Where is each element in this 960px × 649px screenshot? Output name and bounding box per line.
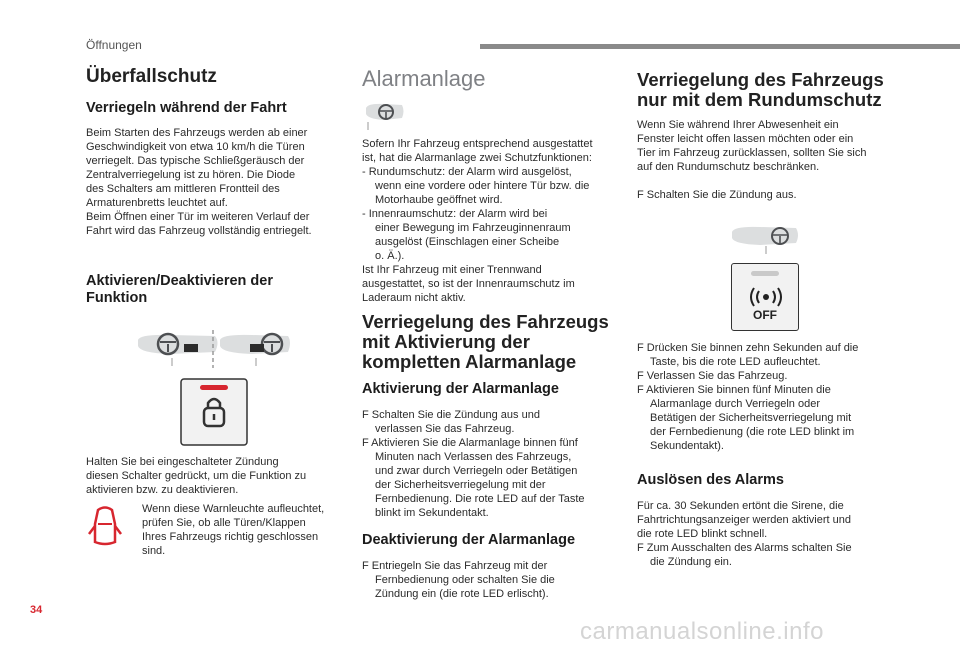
paragraph-warnleuchte: Wenn diese Warnleuchte aufleuchtet, prüfen Sie, ob alle Türen/Klappen Ihres Fahrzeugs richtig geschlossen sind.: [142, 503, 325, 557]
section-header: Öffnungen: [86, 38, 142, 52]
step-zuendung-aus: F Schalten Sie die Zündung aus.: [637, 189, 797, 201]
steps-deaktivierung: F Entriegeln Sie das Fahrzeug mit der Fernbedienung oder schalten Sie die Zündung ein (die rote LED erlischt).: [362, 560, 555, 600]
dashboard-small-icon: [362, 100, 406, 134]
title-komplette-alarmanlage: Verriegelung des Fahrzeugs mit Aktivierung der kompletten Alarmanlage: [362, 311, 609, 372]
paragraph-halten: Halten Sie bei eingeschalteter Zündung diesen Schalter gedrückt, um die Funktion zu aktivieren bzw. zu deaktivieren.: [86, 456, 307, 496]
paragraph-abwesenheit: Wenn Sie während Ihrer Abwesenheit ein Fenster leicht offen lassen möchten oder ein Tier im Fahrzeug zurücklassen, sollten Sie sich auf den Rundumschutz beschränken.: [637, 119, 867, 173]
title-ueberfallschutz: Überfallschutz: [86, 66, 217, 87]
title-alarmanlage: Alarmanlage: [362, 66, 486, 91]
subtitle-deaktivierung: Deaktivierung der Alarmanlage: [362, 532, 576, 548]
led-indicator: [751, 271, 779, 276]
door-open-warning-icon: [88, 504, 122, 550]
lock-switch-illustration: [180, 378, 248, 446]
page-number: 34: [30, 604, 43, 616]
title-rundumschutz: Verriegelung des Fahrzeugs nur mit dem Rundumschutz: [637, 69, 884, 110]
subtitle-aktivieren: Aktivieren/Deaktivieren der Funktion: [86, 273, 273, 306]
steps-rundumschutz: F Drücken Sie binnen zehn Sekunden auf die Taste, bis die rote LED aufleuchtet. F Verlassen Sie das Fahrzeug. F Aktivieren Sie binnen fünf Minuten die Alarmanlage durch Verriegeln oder Betätigen der Sicherheitsverriegelung mit der Fernbedienung (die rote LED blinkt im Sekundentakt).: [637, 342, 859, 452]
dashboard-illustration: [120, 326, 300, 372]
alarm-off-button-illustration: [731, 263, 799, 331]
paragraph-schutzfunktionen: Sofern Ihr Fahrzeug entsprechend ausgestattet ist, hat die Alarmanlage zwei Schutzfunktionen: - Rundumschutz: der Alarm wird ausgelöst, wenn eine vordere oder hintere Tür bzw. die Motorhaube geöffnet wird. - Innenraumschutz: der Alarm wird bei einer Bewegung im Fahrzeuginnenraum ausgelöst (Einschlagen einer Scheibe o. Ä.). Ist Ihr Fahrzeug mit einer Trennwand ausgestattet, so ist der Innenraumschutz im Laderaum nicht aktiv.: [362, 138, 593, 304]
watermark: carmanualsonline.info: [580, 618, 824, 645]
subtitle-ausloesen: Auslösen des Alarms: [637, 472, 784, 488]
paragraph-verriegeln: Beim Starten des Fahrzeugs werden ab einer Geschwindigkeit von etwa 10 km/h die Türen verriegelt. Das typische Schließgeräusch der Zentralverriegelung ist zu hören. Die Diode des Schalters am mittleren Frontteil des Armaturenbretts leuchtet auf. Beim Öffnen einer Tür im weiteren Verlauf der Fahrt wird das Fahrzeug vollständig entriegelt.: [86, 127, 312, 237]
signal-waves-icon: [746, 286, 786, 308]
paragraph-ausloesen: Für ca. 30 Sekunden ertönt die Sirene, die Fahrtrichtungsanzeiger werden aktiviert und die rote LED blinkt schnell. F Zum Ausschalten des Alarms schalten Sie die Zündung ein.: [637, 500, 852, 568]
off-label: OFF: [753, 308, 777, 322]
dashboard-small-illustration: [730, 224, 802, 258]
steps-aktivierung: F Schalten Sie die Zündung aus und verlassen Sie das Fahrzeug. F Aktivieren Sie die Alarmanlage binnen fünf Minuten nach Verlassen des Fahrzeugs, und zwar durch Verriegeln oder Betätigen der Sicherheitsverriegelung mit der Fernbedienung. Die rote LED auf der Taste blinkt im Sekundentakt.: [362, 409, 585, 519]
subtitle-verriegeln: Verriegeln während der Fahrt: [86, 100, 287, 116]
subtitle-aktivierung: Aktivierung der Alarmanlage: [362, 381, 559, 397]
header-bar: [480, 44, 960, 49]
